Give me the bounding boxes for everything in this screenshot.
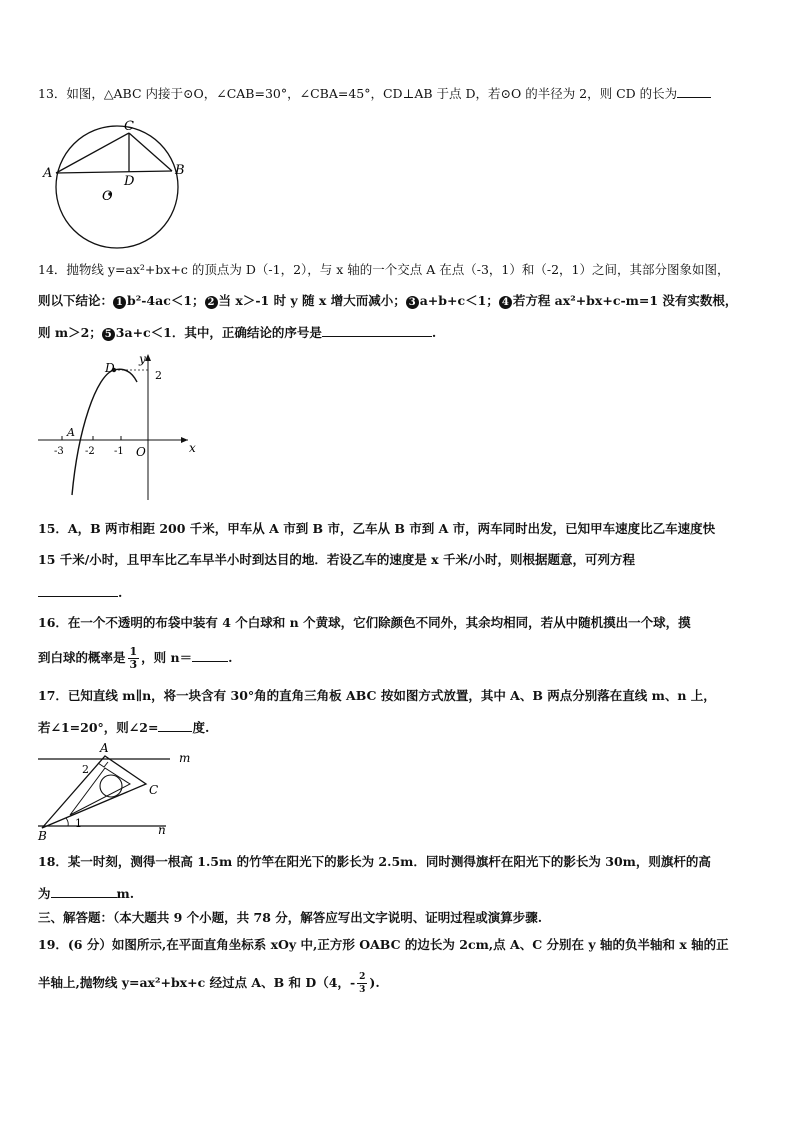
q13-label-c: C bbox=[124, 119, 134, 134]
q17-label-b: B bbox=[38, 829, 47, 843]
q17-label-2: 2 bbox=[82, 763, 89, 776]
q18-line-1 bbox=[38, 854, 711, 870]
q14-line-1-text: 14．抛物线 y=ax²+bx+c 的顶点为 D（-1，2），与 x 轴的一个交点 A 在点（-3，1）和（-2，1）之间，其部分图象如图， bbox=[38, 262, 730, 277]
section-3-heading-text: 三、解答题：（本大题共 9 个小题，共 78 分，解答应写出文字说明、证明过程或演算步骤. bbox=[38, 910, 543, 925]
q14-label-o: O bbox=[136, 445, 146, 459]
q19-fraction-denominator: 3 bbox=[359, 985, 366, 995]
q13-segment-ab bbox=[56, 171, 172, 173]
q14-label-d: D bbox=[105, 361, 115, 375]
q16-fraction-numerator: 1 bbox=[129, 645, 138, 658]
q18-line-2-end: m. bbox=[116, 886, 135, 901]
q17-angle-1-arc bbox=[66, 818, 68, 826]
section-3-heading bbox=[38, 910, 542, 926]
q15-answer-blank[interactable] bbox=[38, 584, 118, 597]
q17-figure bbox=[38, 738, 198, 844]
q19-line-2-end: ). bbox=[369, 975, 380, 990]
q16-line-2-mid: ，则 n＝ bbox=[141, 650, 193, 665]
q14-y-arrow bbox=[145, 354, 151, 361]
q13-label-a: A bbox=[43, 166, 53, 181]
q13-text-line bbox=[38, 85, 711, 102]
q14-conclusion-3: a+b+c＜1； bbox=[419, 293, 499, 308]
q13-label-o: O bbox=[102, 189, 113, 204]
q14-line-2 bbox=[38, 293, 737, 309]
q13-label-b: B bbox=[175, 163, 185, 178]
q14-line-3-end: . bbox=[431, 325, 437, 340]
q14-label-y: y bbox=[139, 352, 146, 366]
q14-conclusion-5-marker: 5 bbox=[102, 328, 115, 341]
q14-line-2-prefix: 则以下结论： bbox=[38, 293, 114, 308]
q17-line-2-prefix: 若∠1=20°，则∠2= bbox=[38, 720, 159, 735]
q14-label-m1: -1 bbox=[114, 446, 124, 457]
q19-line-1-text: 19．(6 分）如图所示,在平面直角坐标系 xOy 中,正方形 OABC 的边长为 2cm,点 A、C 分别在 y 轴的负半轴和 x 轴的正 bbox=[38, 937, 729, 952]
q13-circle bbox=[56, 126, 178, 248]
q16-line-2-end: . bbox=[228, 650, 233, 665]
q16-line-2 bbox=[38, 646, 232, 671]
q14-answer-blank[interactable] bbox=[322, 324, 432, 337]
q16-line-1 bbox=[38, 615, 691, 631]
q14-conclusion-2-marker: 2 bbox=[205, 296, 218, 309]
q17-label-c: C bbox=[149, 783, 159, 797]
q18-line-2-prefix: 为 bbox=[38, 886, 51, 901]
q15-line-2 bbox=[38, 552, 635, 568]
q14-parabola bbox=[72, 369, 137, 495]
q17-answer-blank[interactable] bbox=[158, 719, 192, 732]
q14-line-1 bbox=[38, 262, 730, 278]
q14-line-3 bbox=[38, 324, 436, 341]
q19-line-2-prefix: 半轴上,抛物线 y=ax²+bx+c 经过点 A、B 和 D（4， bbox=[38, 975, 350, 990]
q17-label-1: 1 bbox=[75, 817, 82, 830]
q19-line-2 bbox=[38, 971, 380, 996]
q13-answer-blank[interactable] bbox=[677, 85, 711, 98]
q14-label-m2: -2 bbox=[85, 446, 95, 457]
q14-conclusion-4-marker: 4 bbox=[499, 296, 512, 309]
q15-line-3-end: . bbox=[118, 585, 123, 600]
q14-conclusion-2: 当 x＞-1 时 y 随 x 增大而减小； bbox=[218, 293, 406, 308]
q15-line-2-text: 15 千米/小时，且甲车比乙车早半小时到达目的地．若设乙车的速度是 x 千米/小时，则根据题意，可列方程 bbox=[38, 552, 636, 567]
q14-label-x: x bbox=[189, 441, 196, 455]
q14-figure bbox=[38, 350, 208, 505]
q14-x-arrow bbox=[181, 437, 188, 443]
q17-label-n: n bbox=[158, 823, 166, 837]
q18-answer-blank[interactable] bbox=[51, 885, 117, 898]
q16-fraction bbox=[128, 646, 140, 671]
q14-conclusion-1-marker: 1 bbox=[113, 296, 126, 309]
q19-line-1 bbox=[38, 937, 729, 953]
q13-label-d: D bbox=[124, 174, 135, 189]
q13-segment-bc bbox=[129, 133, 172, 171]
q14-label-2: 2 bbox=[155, 369, 162, 382]
q15-line-1 bbox=[38, 521, 715, 537]
q17-line-1 bbox=[38, 688, 716, 704]
q19-minus-sign: - bbox=[349, 975, 356, 990]
q17-label-m: m bbox=[179, 751, 191, 765]
q16-answer-blank[interactable] bbox=[192, 649, 228, 662]
q13-figure bbox=[38, 116, 198, 246]
q14-label-m3: -3 bbox=[54, 446, 64, 457]
q16-line-1-text: 16．在一个不透明的布袋中装有 4 个白球和 n 个黄球，它们除颜色不同外，其余均相同，若从中随机摸出一个球，摸 bbox=[38, 615, 691, 630]
q15-line-1-text: 15．A，B 两市相距 200 千米，甲车从 A 市到 B 市，乙车从 B 市到 A 市，两车同时出发，已知甲车速度比乙车速度快 bbox=[38, 521, 716, 536]
q14-line-3-prefix: 则 m＞2； bbox=[38, 325, 102, 340]
q14-conclusion-5: 3a+c＜1．其中，正确结论的序号是 bbox=[115, 325, 322, 340]
q14-label-a: A bbox=[67, 426, 75, 439]
q18-line-1-text: 18．某一时刻，测得一根高 1.5m 的竹竿在阳光下的影长为 2.5m．同时测得旗杆在阳光下的影长为 30m，则旗杆的高 bbox=[38, 854, 711, 869]
q19-fraction-numerator: 2 bbox=[359, 972, 366, 982]
q19-fraction bbox=[357, 971, 367, 996]
q13-text: 13．如图，△ABC 内接于⊙O，∠CAB=30°，∠CBA=45°，CD⊥AB 于点 D，若⊙O 的半径为 2，则 CD 的长为 bbox=[38, 86, 678, 101]
q14-conclusion-1: b²-4ac＜1； bbox=[127, 293, 205, 308]
q18-line-2 bbox=[38, 885, 134, 902]
q17-label-a: A bbox=[100, 741, 109, 755]
q17-line-2-end: 度. bbox=[192, 720, 210, 735]
q16-line-2-prefix: 到白球的概率是 bbox=[38, 650, 126, 665]
q17-line-2 bbox=[38, 719, 209, 736]
q14-conclusion-4: 若方程 ax²+bx+c-m=1 没有实数根， bbox=[512, 293, 738, 308]
q17-triangle-outer bbox=[42, 756, 146, 828]
q17-line-1-text: 17．已知直线 m∥n，将一块含有 30°角的直角三角板 ABC 按如图方式放置，其中 A、B 两点分别落在直线 m、n 上， bbox=[38, 688, 716, 703]
q16-fraction-denominator: 3 bbox=[129, 658, 138, 671]
q15-line-3 bbox=[38, 584, 122, 601]
q14-conclusion-3-marker: 3 bbox=[406, 296, 419, 309]
